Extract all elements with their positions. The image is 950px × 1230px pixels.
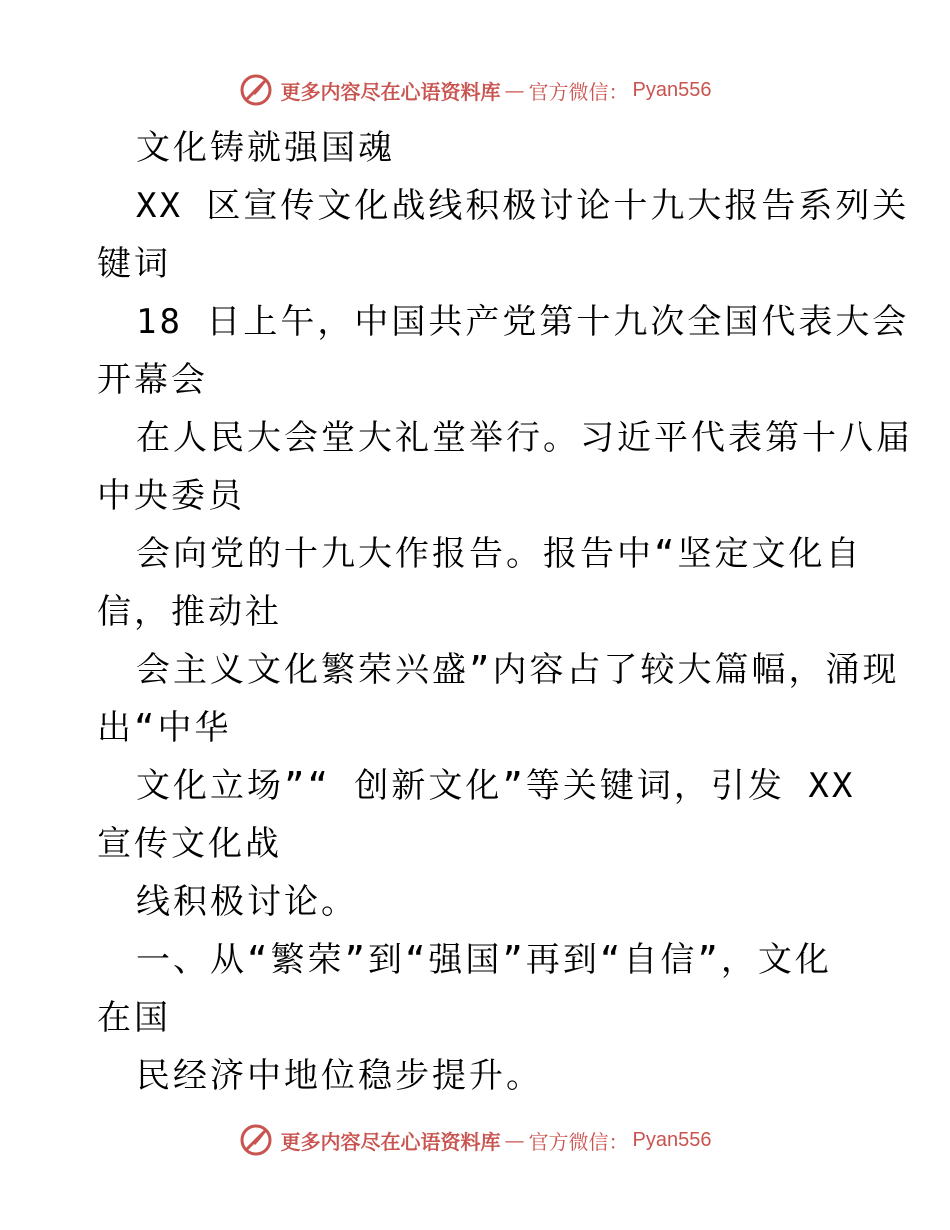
doc-line: 出“中华: [97, 708, 232, 748]
quill-logo-icon: [239, 1123, 273, 1157]
watermark-brand-text: 更多内容尽在心语资料库: [280, 1129, 501, 1154]
doc-line: XX 区宣传文化战线积极讨论十九大报告系列关: [136, 186, 910, 226]
watermark-suffix-text: 官方微信：: [528, 1129, 629, 1154]
watermark-dash: —: [504, 78, 525, 102]
doc-line: 文化立场”“ 创新文化”等关键词，引发 XX: [136, 766, 856, 806]
doc-line: 18 日上午，中国共产党第十九次全国代表大会: [136, 302, 910, 342]
doc-line: 会主义文化繁荣兴盛”内容占了较大篇幅，涌现: [136, 650, 900, 690]
doc-line: 信，推动社: [97, 592, 282, 632]
footer-watermark: [0, 1120, 950, 1160]
doc-line: 宣传文化战: [97, 824, 282, 864]
doc-line: 会向党的十九大作报告。报告中“坚定文化自: [136, 534, 863, 574]
doc-line: 线积极讨论。: [136, 882, 358, 922]
watermark-suffix-text: 官方微信：: [528, 79, 629, 104]
doc-line: 在国: [97, 998, 171, 1038]
doc-title: 文化铸就强国魂: [136, 128, 395, 168]
doc-line: 开幕会: [97, 360, 208, 400]
doc-line: 一、从“繁荣”到“强国”再到“自信”，文化: [136, 940, 832, 980]
watermark-wechat-id: Pyan556: [632, 1128, 712, 1151]
watermark-brand-text: 更多内容尽在心语资料库: [280, 79, 501, 104]
doc-line: 键词: [97, 244, 171, 284]
watermark-wechat-id: Pyan556: [632, 78, 712, 101]
watermark-dash: —: [504, 1128, 525, 1152]
doc-line: 民经济中地位稳步提升。: [136, 1056, 543, 1096]
doc-line: 在人民大会堂大礼堂举行。习近平代表第十八届: [136, 418, 913, 458]
doc-line: 中央委员: [97, 476, 245, 516]
